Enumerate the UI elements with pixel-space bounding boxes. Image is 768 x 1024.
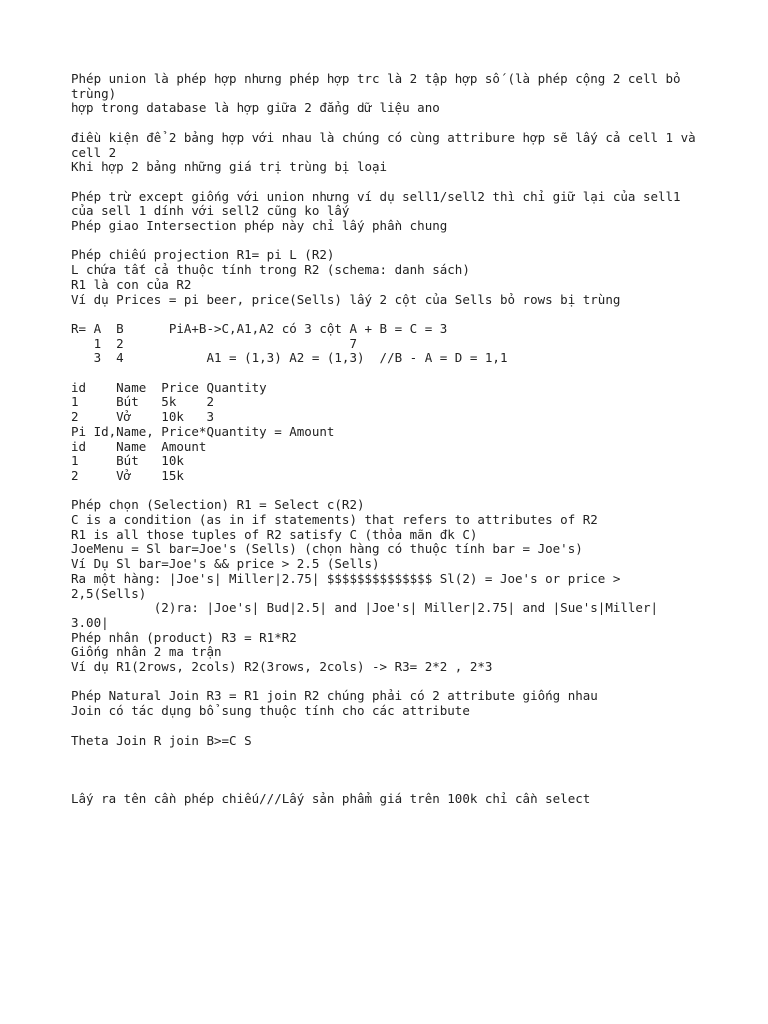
text-line: Phép Natural Join R3 = R1 join R2 chúng phải có 2 attribute giống nhau [71, 688, 598, 704]
text-line: Giống nhân 2 ma trận [71, 644, 222, 660]
text-line [71, 366, 731, 381]
text-line: trùng) [71, 85, 117, 101]
text-line: Phép trừ except giống với union nhưng ví dụ sell1/sell2 thì chỉ giữ lại của sell1 [71, 188, 681, 204]
text-line: 1 2 7 [71, 335, 357, 351]
text-line: JoeMenu = Sl bar=Joe's (Sells) (chọn hàng có thuộc tính bar = Joe's) [71, 541, 583, 557]
text-line: 2 Vở 15k [71, 467, 184, 483]
text-line: id Name Amount [71, 438, 207, 454]
text-line: R1 is all those tuples of R2 satisfy C (thỏa mãn đk C) [71, 526, 478, 542]
text-line: Ví Dụ Sl bar=Joe's && price > 2.5 (Sells) [71, 556, 380, 572]
text-line: Theta Join R join B>=C S [71, 732, 252, 748]
text-line: cell 2 [71, 144, 117, 160]
text-line: 3.00| [71, 614, 109, 630]
text-line: Lấy ra tên cần phép chiếu///Lấy sản phẩm giá trên 100k chỉ cần select [71, 791, 591, 807]
text-line: hợp trong database là hợp giữa 2 đẳng dữ liệu ano [71, 100, 440, 116]
text-line: Ví dụ Prices = pi beer, price(Sells) lấy 2 cột của Sells bỏ rows bị trùng [71, 291, 621, 307]
text-line [71, 484, 731, 499]
text-line: Ra một hàng: |Joe's| Miller|2.75| $$$$$$$$$$$$$$ Sl(2) = Joe's or price > [71, 570, 621, 586]
text-line [71, 719, 731, 734]
text-line: Join có tác dụng bổ sung thuộc tính cho các attribute [71, 703, 470, 719]
text-line: 1 Bút 10k [71, 453, 184, 469]
text-line: L chứa tất cả thuộc tính trong R2 (schema: danh sách) [71, 262, 470, 278]
text-line: của sell 1 dính với sell2 cũng ko lấy [71, 203, 350, 219]
text-line [71, 763, 731, 778]
text-line: 3 4 A1 = (1,3) A2 = (1,3) //B - A = D = 1,1 [71, 350, 508, 366]
text-line: R1 là con của R2 [71, 276, 192, 292]
text-line: Pi Id,Name, Price*Quantity = Amount [71, 423, 335, 439]
document-body [71, 72, 731, 807]
text-line [71, 748, 731, 763]
text-line: Phép nhân (product) R3 = R1*R2 [71, 629, 297, 645]
text-line: 2 Vở 10k 3 [71, 409, 214, 425]
text-line: Phép chọn (Selection) R1 = Select c(R2) [71, 497, 365, 513]
text-line [71, 116, 731, 131]
text-line: 2,5(Sells) [71, 585, 147, 601]
text-line: điều kiện để 2 bảng hợp với nhau là chúng có cùng attribure hợp sẽ lấy cả cell 1 và [71, 129, 696, 145]
text-line: Ví dụ R1(2rows, 2cols) R2(3rows, 2cols) -> R3= 2*2 , 2*3 [71, 659, 493, 675]
text-line: 1 Bút 5k 2 [71, 394, 214, 410]
text-line [71, 175, 731, 190]
text-line: C is a condition (as in if statements) that refers to attributes of R2 [71, 512, 598, 527]
text-line: Phép union là phép hợp nhưng phép hợp trc là 2 tập hợp số (là phép cộng 2 cell bỏ [71, 71, 681, 86]
text-line: id Name Price Quantity [71, 379, 267, 395]
text-line: R= A B PiA+B->C,A1,A2 có 3 cột A + B = C = 3 [71, 320, 448, 336]
text-line [71, 234, 731, 249]
text-line: Phép chiếu projection R1= pi L (R2) [71, 247, 335, 263]
text-line: Khi hợp 2 bảng những giá trị trùng bị loại [71, 159, 388, 175]
text-line [71, 675, 731, 690]
text-line: Phép giao Intersection phép này chỉ lấy phần chung [71, 218, 448, 233]
text-line [71, 307, 731, 322]
text-line [71, 778, 731, 793]
text-line: (2)ra: |Joe's| Bud|2.5| and |Joe's| Miller|2.75| and |Sue's|Miller| [71, 600, 658, 616]
